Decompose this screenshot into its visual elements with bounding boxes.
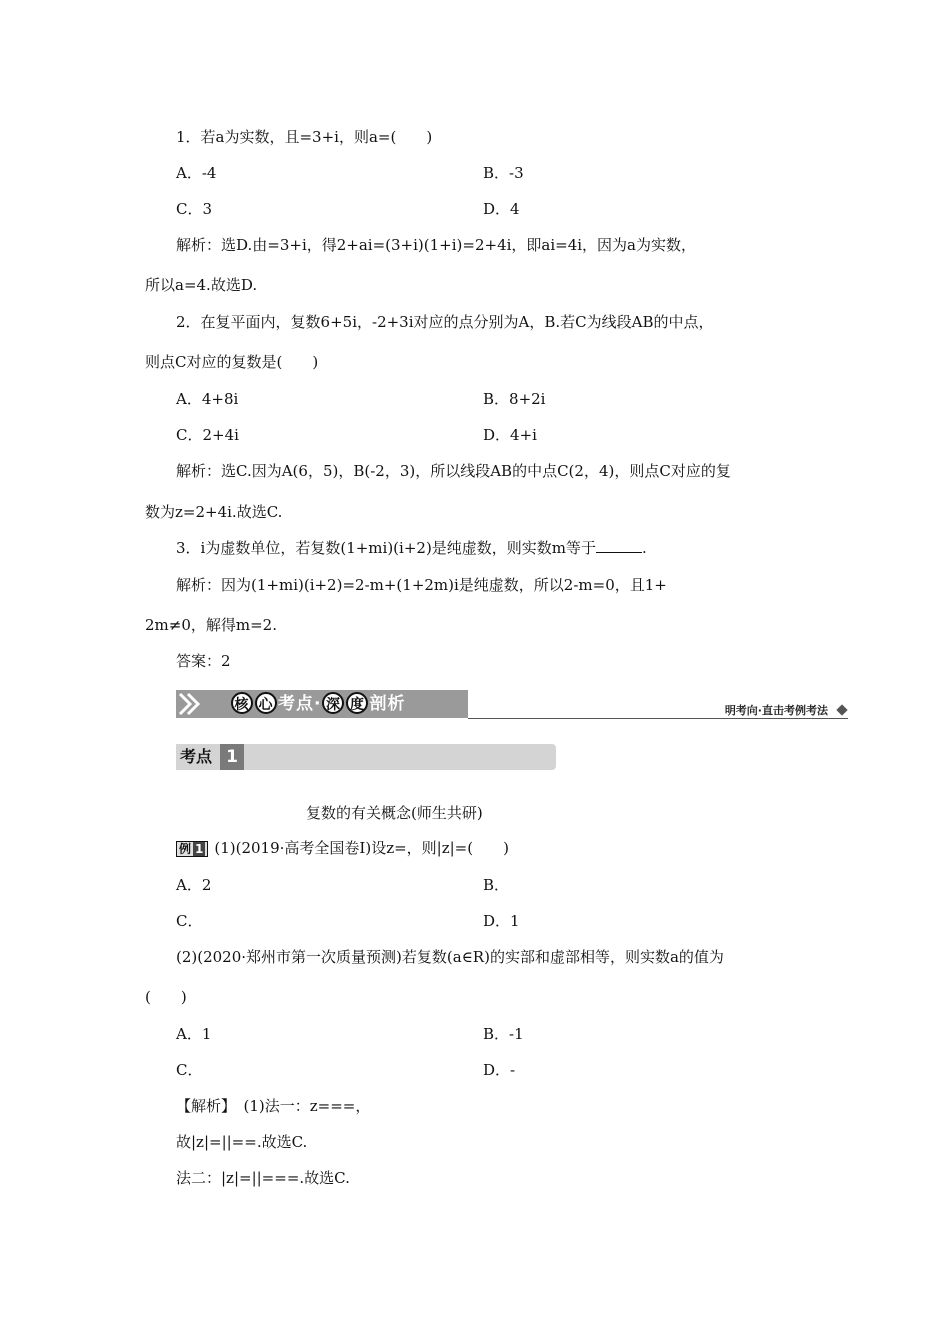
q1-stem: 1．若a为实数，且=3+i，则a=( ) [176, 128, 433, 146]
q1-option-b: B．-3 [483, 164, 524, 182]
banner-char-2: 心 [255, 692, 277, 714]
q1-analysis-line2: 所以a=4.故选D. [145, 276, 258, 294]
ex1-part1-text: (1)(2019·高考全国卷Ⅰ)设z=，则|z|=( ) [214, 839, 509, 857]
ex1-solution-line2: 故|z|=||==.故选C. [176, 1133, 308, 1151]
kaodian-header [176, 744, 556, 770]
q3-stem [176, 538, 647, 558]
banner-title [230, 692, 405, 716]
example-badge-number: 1 [195, 842, 204, 856]
section-banner [176, 688, 848, 722]
ex1-opt1-d: D．1 [483, 912, 520, 930]
topic-title: 复数的有关概念(师生共研) [306, 804, 483, 822]
q2-option-d: D．4+i [483, 426, 537, 444]
q2-analysis-line2: 数为z=2+4i.故选C. [145, 503, 283, 521]
q1-option-d: D．4 [483, 200, 520, 218]
q2-option-b: B．8+2i [483, 390, 546, 408]
example-badge-label: 例 [179, 842, 192, 856]
ex1-opt2-c: C． [176, 1061, 203, 1079]
q2-analysis-line1: 解析：选C.因为A(6，5)，B(-2，3)，所以线段AB的中点C(2，4)，则点C对应的复 [176, 462, 731, 480]
diamond-icon [836, 704, 847, 715]
banner-mid: 考点· [278, 694, 322, 714]
banner-char-4: 度 [346, 692, 368, 714]
q2-stem-line1: 2．在复平面内，复数6+5i，-2+3i对应的点分别为A，B.若C为线段AB的中点， [176, 313, 714, 331]
q3-stem-text: 3．i为虚数单位，若复数(1+mi)(i+2)是纯虚数，则实数m等于 [176, 539, 597, 557]
example-badge [176, 841, 208, 857]
q2-option-c: C．2+4i [176, 426, 239, 444]
banner-divider [468, 718, 848, 719]
banner-char-1: 核 [231, 692, 253, 714]
ex1-opt1-c: C． [176, 912, 203, 930]
answer-blank [596, 538, 642, 553]
q2-stem-line2: 则点C对应的复数是( ) [145, 353, 319, 371]
q3-analysis-line2: 2m≠0，解得m=2. [145, 616, 277, 634]
ex1-part1 [176, 838, 509, 858]
q3-analysis-line1: 解析：因为(1+mi)(i+2)=2-m+(1+2m)i是纯虚数，所以2-m=0，且1+ [176, 576, 667, 594]
q3-answer: 答案：2 [176, 652, 231, 670]
ex1-solution-line3: 法二：|z|=||===.故选C. [176, 1169, 350, 1187]
ex1-part2-line1: (2)(2020·郑州市第一次质量预测)若复数(a∈R)的实部和虚部相等，则实数a的值为 [176, 948, 724, 966]
banner-post: 剖析 [369, 694, 406, 714]
chevron-double-icon [178, 692, 202, 716]
banner-subtitle: 明考向·直击考例考法 [724, 704, 828, 717]
q3-stem-end: . [642, 539, 647, 557]
ex1-opt1-b: B． [483, 876, 510, 894]
ex1-part2-line2: ( ) [145, 988, 187, 1006]
kaodian-label: 考点 [180, 747, 213, 766]
ex1-solution-line1: 【解析】 (1)法一：z===， [176, 1097, 371, 1115]
ex1-opt2-b: B．-1 [483, 1025, 524, 1043]
ex1-opt2-a: A．1 [176, 1025, 212, 1043]
ex1-opt1-a: A．2 [176, 876, 212, 894]
q2-option-a: A．4+8i [176, 390, 239, 408]
q1-option-a: A．-4 [176, 164, 217, 182]
kaodian-number: 1 [220, 744, 244, 770]
q1-analysis-line1: 解析：选D.由=3+i，得2+ai=(3+i)(1+i)=2+4i，即ai=4i，因为a为实数， [176, 236, 696, 254]
ex1-opt2-d: D．- [483, 1061, 516, 1079]
q1-option-c: C．3 [176, 200, 213, 218]
banner-char-3: 深 [322, 692, 344, 714]
